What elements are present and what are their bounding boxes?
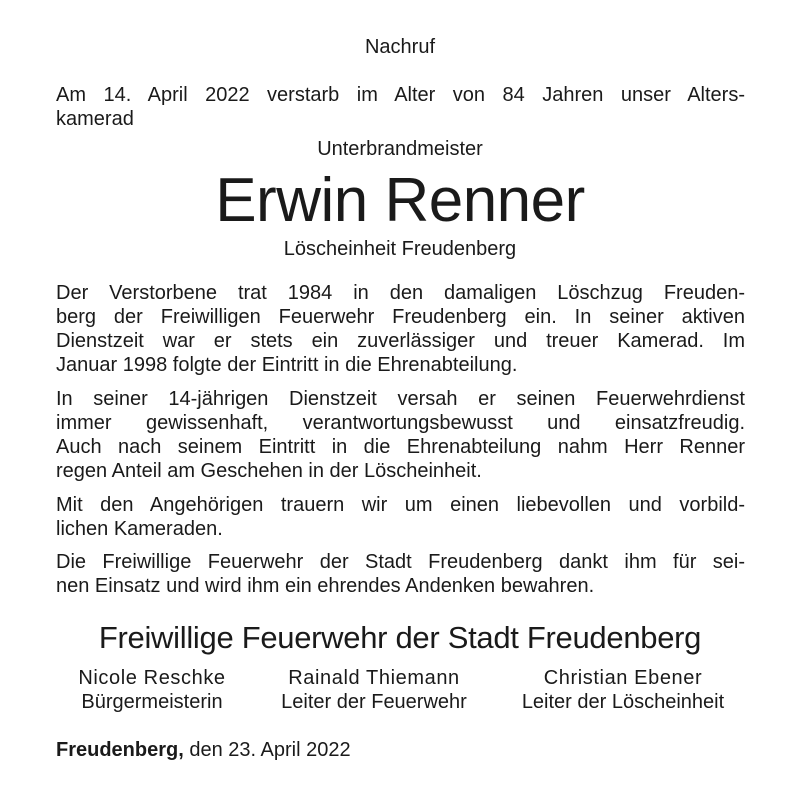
paragraph-line: lichen Kameraden. xyxy=(56,518,223,540)
signatory-3 xyxy=(494,666,752,714)
signatory-title: Leiter der Feuerwehr xyxy=(281,691,467,713)
intro-line: kamerad xyxy=(56,108,134,130)
paragraph-line: regen Anteil am Geschehen in der Löscheinheit. xyxy=(56,460,482,482)
rank-title: Unterbrandmeister xyxy=(317,138,483,160)
signatory-title: Leiter der Löscheinheit xyxy=(521,691,725,713)
signatory-name: Christian Ebener xyxy=(543,667,703,689)
paragraph-line: Die Freiwillige Feuerwehr der Stadt Freudenberg dankt ihm für sei- xyxy=(56,551,745,573)
unit-name: Löscheinheit Freudenberg xyxy=(283,238,517,260)
signatory-1 xyxy=(44,666,260,714)
place: Freudenberg, xyxy=(56,739,184,761)
deceased-name: Erwin Renner xyxy=(215,166,585,235)
paragraph-line: Auch nach seinem Eintritt in die Ehrenabteilung nahm Herr Renner xyxy=(56,436,745,458)
paragraph-line: Januar 1998 folgte der Eintritt in die Ehrenabteilung. xyxy=(56,354,518,376)
paragraph-line: Dienstzeit war er stets ein zuverlässiger und treuer Kamerad. Im xyxy=(56,330,745,352)
organization-name: Freiwillige Feuerwehr der Stadt Freudenberg xyxy=(98,620,702,655)
signatory-name: Nicole Reschke xyxy=(78,667,226,689)
date: den 23. April 2022 xyxy=(189,739,351,761)
signatory-name: Rainald Thiemann xyxy=(288,667,460,689)
paragraph-line: berg der Freiwilligen Feuerwehr Freudenberg ein. In seiner aktiven xyxy=(56,306,745,328)
paragraph-line: nen Einsatz und wird ihm ein ehrendes Andenken bewahren. xyxy=(56,575,595,597)
paragraph-line: immer gewissenhaft, verantwortungsbewusst und einsatzfreudig. xyxy=(56,412,745,434)
paragraph-line: Mit den Angehörigen trauern wir um einen liebevollen und vorbild- xyxy=(56,494,745,516)
signatory-title: Bürgermeisterin xyxy=(81,691,223,713)
paragraph-4 xyxy=(56,550,745,598)
place-date-line xyxy=(56,738,351,762)
paragraph-line: Der Verstorbene trat 1984 in den damaligen Löschzug Freuden- xyxy=(56,282,745,304)
paragraph-line: In seiner 14-jährigen Dienstzeit versah er seinen Feuerwehrdienst xyxy=(56,388,745,410)
paragraph-1 xyxy=(56,281,745,377)
signatory-2 xyxy=(256,666,492,714)
intro-line: Am 14. April 2022 verstarb im Alter von 84 Jahren unser Alters- xyxy=(56,84,745,106)
paragraph-2 xyxy=(56,387,745,483)
intro-text xyxy=(56,83,745,131)
paragraph-3 xyxy=(56,493,745,541)
notice-heading: Nachruf xyxy=(364,36,436,58)
